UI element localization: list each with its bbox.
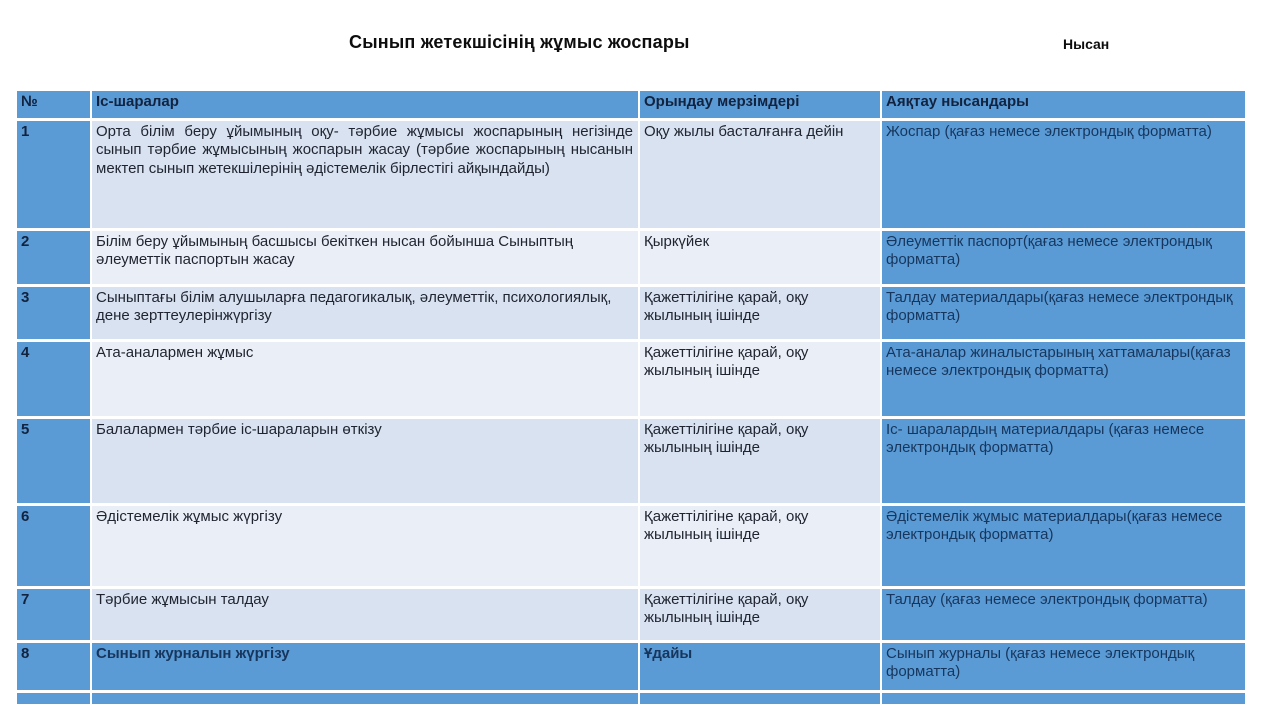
- form-type-label: Нысан: [1063, 36, 1110, 52]
- cell-number: 8: [17, 643, 90, 690]
- cell-activity: [92, 693, 638, 704]
- cell-number: [17, 693, 90, 704]
- cell-number: 6: [17, 506, 90, 586]
- header-deadlines: Орындау мерзімдері: [640, 91, 880, 118]
- table-row: [17, 287, 1245, 339]
- cell-deadline: Қыркүйек: [640, 231, 880, 284]
- cell-completion: Ата-аналар жиналыстарының хаттамалары(қағаз немесе электрондық форматта): [882, 342, 1245, 416]
- cell-number: 3: [17, 287, 90, 339]
- table-row: [17, 231, 1245, 284]
- cell-activity: Орта білім беру ұйымының оқу- тәрбие жұмысы жоспарының негізінде сынып тәрбие жұмысының жоспарын жасау (тәрбие жоспарының нысанын мектеп сынып жетекшілерінің әдістемелік бірлестігі айқындайды): [92, 121, 638, 228]
- table-row: [17, 643, 1245, 690]
- cell-deadline: Қажеттілігіне қарай, оқу жылының ішінде: [640, 287, 880, 339]
- cell-activity: Балалармен тәрбие іс-шараларын өткізу: [92, 419, 638, 503]
- work-plan-table: [15, 88, 1247, 707]
- header-number: №: [17, 91, 90, 118]
- header-completion-forms: Аяқтау нысандары: [882, 91, 1245, 118]
- cell-completion: [882, 693, 1245, 704]
- cell-deadline: Қажеттілігіне қарай, оқу жылының ішінде: [640, 589, 880, 640]
- header-activities: Іс-шаралар: [92, 91, 638, 118]
- cell-number: 1: [17, 121, 90, 228]
- cell-completion: Жоспар (қағаз немесе электрондық форматта): [882, 121, 1245, 228]
- cell-activity: Сыныптағы білім алушыларға педагогикалық, әлеуметтік, психологиялық, дене зерттеулерінжүргізу: [92, 287, 638, 339]
- cell-number: 5: [17, 419, 90, 503]
- cell-activity: Әдістемелік жұмыс жүргізу: [92, 506, 638, 586]
- cell-activity: Ата-аналармен жұмыс: [92, 342, 638, 416]
- cell-activity: Тәрбие жұмысын талдау: [92, 589, 638, 640]
- table-row: [17, 121, 1245, 228]
- cell-number: 2: [17, 231, 90, 284]
- cell-deadline: Қажеттілігіне қарай, оқу жылының ішінде: [640, 419, 880, 503]
- table-row-partial: [17, 693, 1245, 704]
- cell-completion: Талдау материалдары(қағаз немесе электрондық форматта): [882, 287, 1245, 339]
- cell-completion: Әлеуметтік паспорт(қағаз немесе электрондық форматта): [882, 231, 1245, 284]
- cell-completion: Әдістемелік жұмыс материалдары(қағаз немесе электрондық форматта): [882, 506, 1245, 586]
- table-row: [17, 342, 1245, 416]
- table-row: [17, 506, 1245, 586]
- cell-deadline: Қажеттілігіне қарай, оқу жылының ішінде: [640, 342, 880, 416]
- cell-completion: Сынып журналы (қағаз немесе электрондық форматта): [882, 643, 1245, 690]
- table-row: [17, 589, 1245, 640]
- cell-activity: Білім беру ұйымының басшысы бекіткен нысан бойынша Сыныптың әлеуметтік паспортын жасау: [92, 231, 638, 284]
- cell-deadline: Оқу жылы басталғанға дейін: [640, 121, 880, 228]
- cell-deadline: Ұдайы: [640, 643, 880, 690]
- cell-number: 7: [17, 589, 90, 640]
- cell-completion: Іс- шаралардың материалдары (қағаз немесе электрондық форматта): [882, 419, 1245, 503]
- page-title: Сынып жетекшісінің жұмыс жоспары: [349, 32, 690, 52]
- cell-activity: Сынып журналын жүргізу: [92, 643, 638, 690]
- table-header-row: [17, 91, 1245, 118]
- table-row: [17, 419, 1245, 503]
- cell-completion: Талдау (қағаз немесе электрондық форматта): [882, 589, 1245, 640]
- cell-deadline: [640, 693, 880, 704]
- cell-deadline: Қажеттілігіне қарай, оқу жылының ішінде: [640, 506, 880, 586]
- cell-number: 4: [17, 342, 90, 416]
